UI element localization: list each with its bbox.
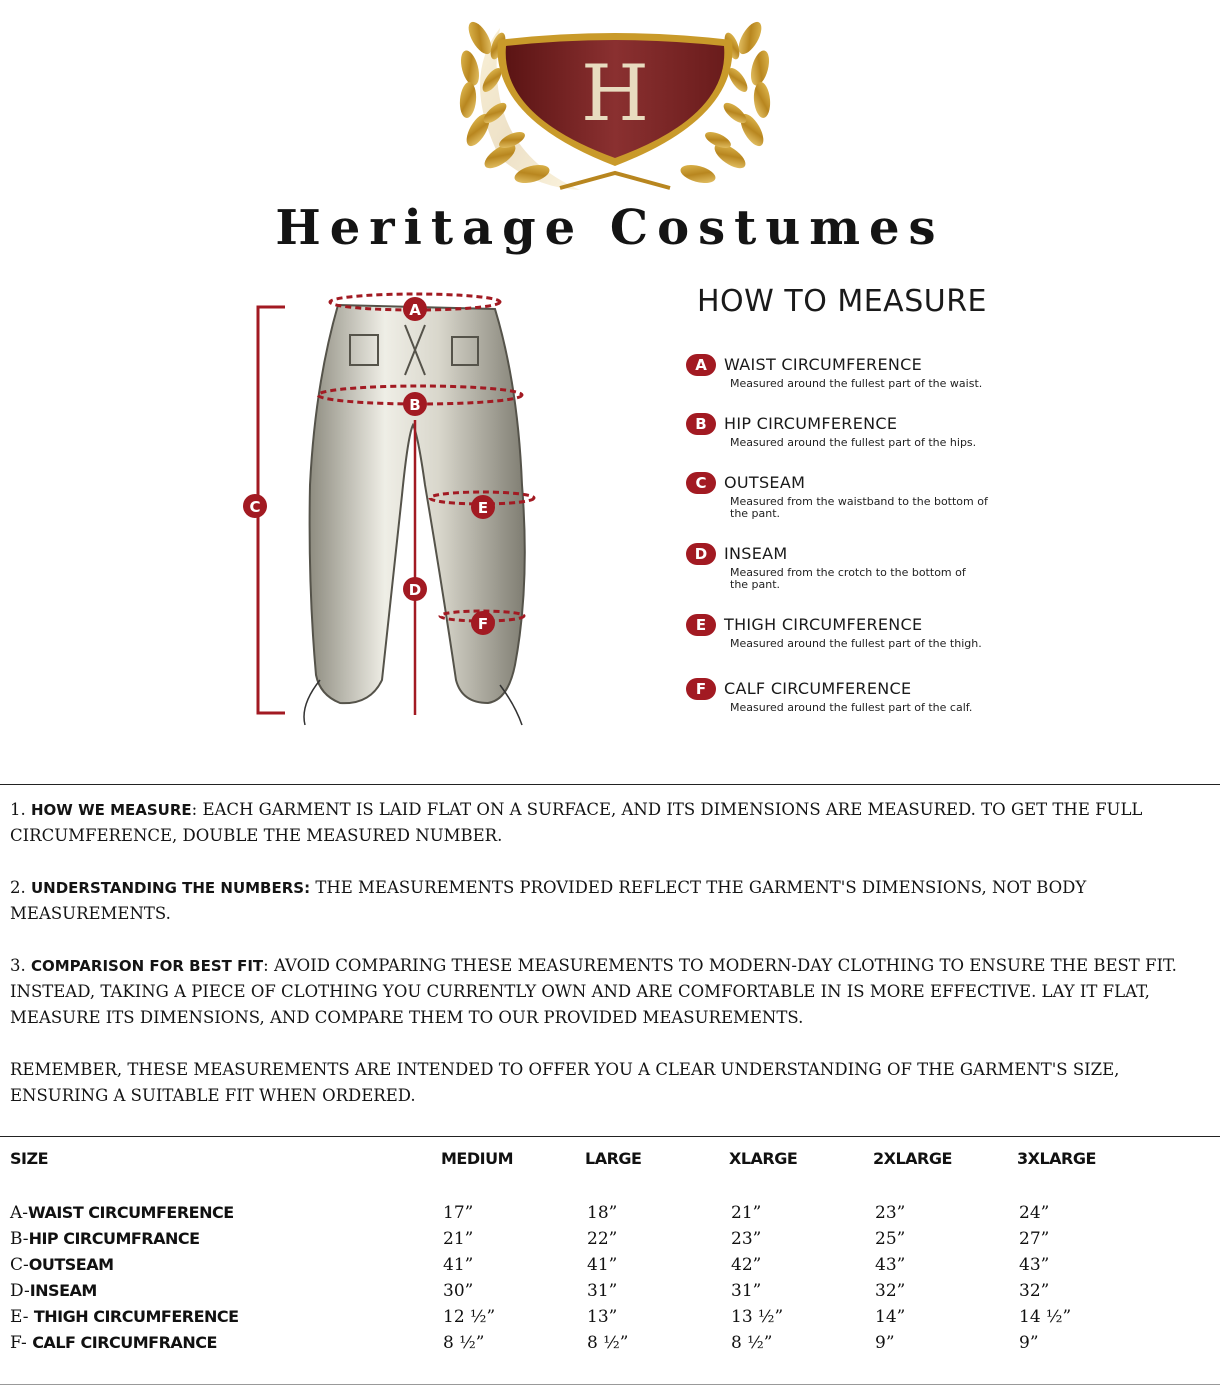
svg-text:C: C [249, 498, 261, 516]
note-1: 1. HOW WE MEASURE: EACH GARMENT IS LAID FLAT ON A SURFACE, AND ITS DIMENSIONS ARE MEASURED. TO GET THE FULL CIRCUMFERENCE, DOUBLE THE MEASURED NUMBER. [10, 800, 1143, 845]
table-cell: 32” [1019, 1281, 1050, 1301]
table-cell: 14” [875, 1307, 906, 1327]
pants-diagram [230, 285, 550, 740]
step-desc: Measured from the waistband to the bottom of the pant. [730, 495, 988, 520]
step-badge: F [686, 678, 716, 700]
marker-d [403, 577, 427, 601]
step-badge: B [686, 413, 716, 435]
table-cell: 24” [1019, 1203, 1050, 1223]
table-cell: 8 ½” [731, 1333, 773, 1353]
table-cell: 41” [587, 1255, 618, 1275]
table-cell: 13” [587, 1307, 618, 1327]
table-cell: 18” [587, 1203, 618, 1223]
table-cell: 32” [875, 1281, 906, 1301]
row-label: A-WAIST CIRCUMFERENCE [10, 1203, 234, 1223]
step-name: THIGH CIRCUMFERENCE [724, 615, 923, 634]
logo-letter: H [580, 49, 650, 139]
row-label: C-OUTSEAM [10, 1255, 114, 1275]
divider [0, 1136, 1220, 1137]
note-label: HOW WE MEASURE [31, 801, 192, 819]
brand-name: Heritage Costumes [275, 200, 945, 256]
marker-e [471, 495, 495, 519]
svg-text:E: E [477, 499, 489, 517]
divider [0, 784, 1220, 785]
row-label: F- CALF CIRCUMFRANCE [10, 1333, 217, 1353]
step-desc: Measured around the fullest part of the thigh. [730, 637, 982, 650]
marker-b [403, 392, 427, 416]
step-name: HIP CIRCUMFERENCE [724, 414, 898, 433]
table-cell: 31” [731, 1281, 762, 1301]
table-cell: 9” [1019, 1333, 1039, 1353]
marker-f [471, 611, 495, 635]
how-to-measure-title: HOW TO MEASURE [697, 284, 988, 319]
table-row [10, 1229, 1210, 1255]
table-row [10, 1307, 1210, 1333]
note-label: UNDERSTANDING THE NUMBERS: [31, 879, 311, 897]
measurement-notes [10, 797, 1210, 1135]
svg-text:B: B [409, 396, 421, 414]
table-cell: 43” [875, 1255, 906, 1275]
table-cell: 21” [443, 1229, 474, 1249]
table-cell: 23” [875, 1203, 906, 1223]
table-cell: 23” [731, 1229, 762, 1249]
table-header [10, 1149, 1210, 1175]
step-desc: Measured around the fullest part of the waist. [730, 377, 983, 390]
table-cell: 42” [731, 1255, 762, 1275]
header-cell: 3XLARGE [1017, 1149, 1096, 1168]
table-cell: 8 ½” [587, 1333, 629, 1353]
divider [0, 1384, 1220, 1385]
table-cell: 8 ½” [443, 1333, 485, 1353]
step-desc: Measured from the crotch to the bottom of the pant. [730, 566, 966, 591]
step-desc: Measured around the fullest part of the calf. [730, 701, 973, 714]
table-row [10, 1333, 1210, 1359]
step-name: CALF CIRCUMFERENCE [724, 679, 912, 698]
note-3: 3. COMPARISON FOR BEST FIT: AVOID COMPARING THESE MEASUREMENTS TO MODERN-DAY CLOTHING TO ENSURE THE BEST FIT. INSTEAD, TAKING A PIECE OF CLOTHING YOU CURRENTLY OWN AND ARE COMFORTABLE IN IS MORE EFFECTIVE. LAY IT FLAT, MEASURE ITS DIMENSIONS, AND COMPARE THEM TO OUR PROVIDED MEASUREMENTS. [10, 956, 1177, 1027]
table-row [10, 1203, 1210, 1229]
table-cell: 27” [1019, 1229, 1050, 1249]
table-cell: 30” [443, 1281, 474, 1301]
heritage-logo [440, 8, 790, 198]
step-badge: E [686, 614, 716, 636]
table-cell: 43” [1019, 1255, 1050, 1275]
table-cell: 31” [587, 1281, 618, 1301]
note-label: COMPARISON FOR BEST FIT [31, 957, 264, 975]
header-cell: 2XLARGE [873, 1149, 952, 1168]
table-cell: 17” [443, 1203, 474, 1223]
table-row [10, 1255, 1210, 1281]
header-cell: MEDIUM [441, 1149, 513, 1168]
row-label: B-HIP CIRCUMFRANCE [10, 1229, 200, 1249]
svg-text:A: A [409, 301, 421, 319]
row-label: D-INSEAM [10, 1281, 97, 1301]
step-desc: Measured around the fullest part of the hips. [730, 436, 977, 449]
table-row [10, 1281, 1210, 1307]
step-name: WAIST CIRCUMFERENCE [724, 355, 923, 374]
table-cell: 12 ½” [443, 1307, 496, 1327]
table-cell: 25” [875, 1229, 906, 1249]
svg-text:D: D [408, 581, 422, 599]
header-cell: XLARGE [729, 1149, 798, 1168]
header-cell: LARGE [585, 1149, 642, 1168]
table-cell: 41” [443, 1255, 474, 1275]
marker-c [243, 494, 267, 518]
table-cell: 22” [587, 1229, 618, 1249]
step-name: OUTSEAM [724, 473, 806, 492]
note-2: 2. UNDERSTANDING THE NUMBERS: THE MEASUREMENTS PROVIDED REFLECT THE GARMENT'S DIMENSIONS, NOT BODY MEASUREMENTS. [10, 878, 1087, 923]
step-badge: A [686, 354, 716, 376]
table-cell: 13 ½” [731, 1307, 784, 1327]
step-name: INSEAM [724, 544, 788, 563]
table-cell: 9” [875, 1333, 895, 1353]
step-badge: D [686, 543, 716, 565]
row-label: E- THIGH CIRCUMFERENCE [10, 1307, 239, 1327]
table-cell: 14 ½” [1019, 1307, 1072, 1327]
marker-a [403, 297, 427, 321]
step-badge: C [686, 472, 716, 494]
header-cell: SIZE [10, 1149, 49, 1168]
note-remember: REMEMBER, THESE MEASUREMENTS ARE INTENDED TO OFFER YOU A CLEAR UNDERSTANDING OF THE GARMENT'S SIZE, ENSURING A SUITABLE FIT WHEN ORDERED. [10, 1060, 1120, 1105]
table-cell: 21” [731, 1203, 762, 1223]
svg-text:F: F [477, 615, 489, 633]
